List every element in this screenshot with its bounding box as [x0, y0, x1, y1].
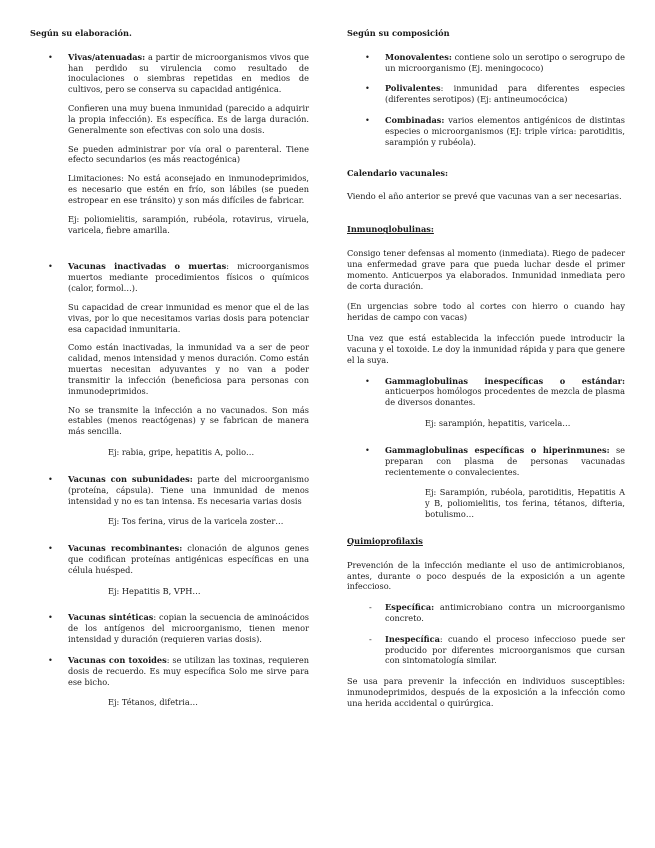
example-text: Ej: Sarampión, rubéola, parotiditis, Hepatitis A y B, poliomielitis, tos ferina, tétanos, difteria, botulismo…	[425, 487, 625, 520]
example-text: Ej: Tos ferina, virus de la varicela zoster…	[108, 516, 284, 527]
right-column	[347, 28, 625, 719]
term-polivalentes: Polivalentes	[385, 83, 441, 94]
term-combinadas: Combinadas:	[385, 115, 445, 126]
term-inespecifica: Inespecífica	[385, 633, 440, 644]
section-heading-calendario: Calendario vacunales:	[347, 167, 449, 178]
bullet-icon: •	[365, 115, 370, 126]
list-item-especifica: - Específica: antimicrobiano contra un microorganismo concreto.	[369, 602, 625, 623]
list-item-sinteticas: • Vacunas sintéticas: copian la secuencia de aminoácidos de los antígenos del microorganismo, tienen menor intensidad y duración (requieren varias dosis).	[48, 612, 309, 645]
list-item-vivas: • Vivas/atenuadas: a partir de microorganismos vivos que han perdido su virulencia como resultado de inoculaciones o siembras repetidas en medios de cultivos, pero se conserva su capacidad antigénica. Confieren una muy buena inmunidad (parecido a adquirir la propia infección). Es específica. Es de larga duración. Generalmente son efectivas con solo una dosis. Se pueden administrar por vía oral o parenteral. Tiene efecto secundarios (es más reactogénica) Limitaciones: No está aconsejado en inmunodeprimidos, es necesario que estén en frío, son lábiles (se pueden estropear en ese tránsito) y son más difíciles de fabricar. Ej: poliomielitis, sarampión, rubéola, rotavirus, viruela, varicela, fiebre amarilla.	[48, 51, 309, 235]
left-column	[30, 28, 309, 724]
bullet-icon: •	[48, 612, 53, 623]
dash-icon: -	[369, 633, 372, 644]
paragraph: (En urgencias sobre todo al cortes con hierro o cuando hay heridas de campo con vacas)	[347, 301, 625, 323]
dash-icon: -	[369, 602, 372, 613]
paragraph: Una vez que está establecida la infección puede introducir la vacuna y el toxoide. Le doy la inmunidad rápida y para que genere el la suya.	[347, 333, 625, 365]
term-subunidades: Vacunas con subunidades:	[68, 473, 193, 484]
list-item-toxoides: • Vacunas con toxoides: se utilizan las toxinas, requieren dosis de recuerdo. Es muy específica Solo me sirve para ese bicho. Ej: Tétanos, difetria…	[48, 654, 309, 708]
bullet-icon: •	[365, 83, 370, 94]
paragraph: Se pueden administrar por vía oral o parenteral. Tiene efecto secundarios (es más reactogénica)	[68, 143, 309, 165]
bullet-icon: •	[48, 473, 53, 484]
paragraph: Confieren una muy buena inmunidad (parecido a adquirir la propia infección). Es específica. Es de larga duración. Generalmente son efectivas con solo una dosis.	[68, 103, 309, 135]
paragraph: No se transmite la infección a no vacunados. Son más estables (menos reactógenas) y se fabrican de manera más sencilla.	[68, 404, 309, 437]
term-toxoides: Vacunas con toxoides	[68, 654, 167, 665]
bullet-icon: •	[365, 444, 370, 455]
list-item-recombinantes: • Vacunas recombinantes: clonación de algunos genes que codifican proteínas antigénicas específicas en una célula huésped. Ej: Hepatitis B, VPH…	[48, 543, 309, 596]
list-item-inespecifica: - Inespecífica: cuando el proceso infeccioso puede ser producido por diferentes microorganismos que cursan con sintomatología similar.	[369, 633, 625, 666]
section-heading-quimioprofilaxis: Quimioprofilaxis	[347, 535, 423, 546]
list-item-subunidades: • Vacunas con subunidades: parte del microorganismo (proteína, cápsula). Tiene una inmunidad de menos intensidad y no es tan intensa. Es necesaria varias dosis Ej: Tos ferina, virus de la varicela zoster…	[48, 473, 310, 527]
bullet-icon: •	[365, 51, 370, 62]
section-heading-elaboracion: Según su elaboración.	[30, 28, 132, 38]
bullet-icon: •	[48, 261, 53, 272]
list-item-gamma-especificas: • Gammaglobulinas específicas o hiperinmunes: se preparan con plasma de personas vacunadas recientemente o convalecientes. Ej: Sarampión, rubéola, parotiditis, Hepatitis A y B, poliomielitis, tos ferina, tétanos, difteria, botulismo…	[365, 444, 625, 520]
term-inactivadas: Vacunas inactivadas o muertas	[68, 261, 227, 272]
bullet-icon: •	[48, 51, 53, 62]
list-item-monovalentes: • Monovalentes: contiene solo un serotipo o serogrupo de un microorganismo (Ej. meningococo)	[365, 51, 625, 73]
list-item-combinadas: • Combinadas: varios elementos antigénicos de distintas especies o microorganismos (EJ: triple vírica: parotiditis, sarampión y rubéola).	[365, 115, 625, 147]
example-text: Ej: rabia, gripe, hepatitis A, polio…	[108, 447, 255, 458]
paragraph: Prevención de la infección mediante el uso de antimicrobianos, antes, durante o poco después de la exposición a un agente infeccioso.	[347, 559, 625, 592]
bullet-icon: •	[48, 654, 53, 665]
list-item-polivalentes: • Polivalentes: inmunidad para diferentes especies (diferentes serotipos) (Ej: antineumocócica)	[365, 83, 625, 105]
section-heading-inmunoglobulinas: Inmunoglobulinas:	[347, 224, 434, 235]
term-gamma-especificas: Gammaglobulinas específicas o hiperinmunes:	[385, 444, 610, 455]
term-monovalentes: Monovalentes:	[385, 51, 452, 62]
example-text: Ej: Tétanos, difetria…	[108, 697, 198, 708]
paragraph: Limitaciones: No está aconsejado en inmunodeprimidos, es necesario que estén en frío, son lábiles (se pueden estropear en ese tránsito) y son más difíciles de fabricar.	[68, 173, 309, 205]
example-text: Ej: Hepatitis B, VPH…	[108, 585, 201, 596]
section-heading-composicion: Según su composición	[347, 28, 450, 38]
list-item-gamma-inespecificas: • Gammaglobulinas inespecíficas o estándar: anticuerpos homólogos procedentes de mezcla de plasma de diversos donantes. Ej: sarampión, hepatitis, varicela…	[365, 375, 625, 429]
paragraph: Se usa para prevenir la infección en individuos susceptibles: inmunodeprimidos, después de la exposición a la infección como una herida accidental o quirúrgica.	[347, 676, 625, 708]
term-sinteticas: Vacunas sintéticas	[68, 612, 154, 623]
term-vivas: Vivas/atenuadas:	[68, 51, 146, 62]
example-text: Ej: sarampión, hepatitis, varicela…	[425, 418, 571, 429]
bullet-icon: •	[365, 375, 370, 386]
paragraph: Ej: poliomielitis, sarampión, rubéola, rotavirus, viruela, varicela, fiebre amarilla.	[68, 213, 309, 235]
paragraph: Su capacidad de crear inmunidad es menor que el de las vivas, por lo que necesitamos varias dosis para potenciar esa capacidad inmunitaria.	[68, 301, 309, 334]
paragraph: Viendo el año anterior se prevé que vacunas van a ser necesarias.	[347, 191, 622, 202]
bullet-icon: •	[48, 543, 53, 554]
term-gamma-inespecificas: Gammaglobulinas inespecíficas o estándar:	[385, 375, 625, 386]
paragraph: Como están inactivadas, la inmunidad va a ser de peor calidad, menos intensidad y menos duración. Como están muertas necesitan adyuvantes y no van a poder transmitir la infección (beneficiosa para personas con inmunodeprimidos.	[68, 342, 309, 396]
term-especifica: Específica:	[385, 602, 435, 613]
paragraph: Consigo tener defensas al momento (inmediata). Riego de padecer una enfermedad grave para que pueda luchar desde el primer momento. Anticuerpos ya elaborados. Inmunidad inmediata pero de corta duración.	[347, 248, 625, 291]
list-item-inactivadas: • Vacunas inactivadas o muertas: microorganismos muertos mediante procedimientos físicos o químicos (calor, formol…). Su capacidad de crear inmunidad es menor que el de las vivas, por lo que necesitamos varias dosis para potenciar esa capacidad inmunitaria. Como están inactivadas, la inmunidad va a ser de peor calidad, menos intensidad y menos duración. Como están muertas necesitan adyuvantes y no van a poder transmitir la infección (beneficiosa para personas con inmunodeprimidos. No se transmite la infección a no vacunados. Son más estables (menos reactógenas) y se fabrican de manera más sencilla. Ej: rabia, gripe, hepatitis A, polio…	[48, 261, 309, 458]
term-recombinantes: Vacunas recombinantes:	[68, 543, 183, 554]
